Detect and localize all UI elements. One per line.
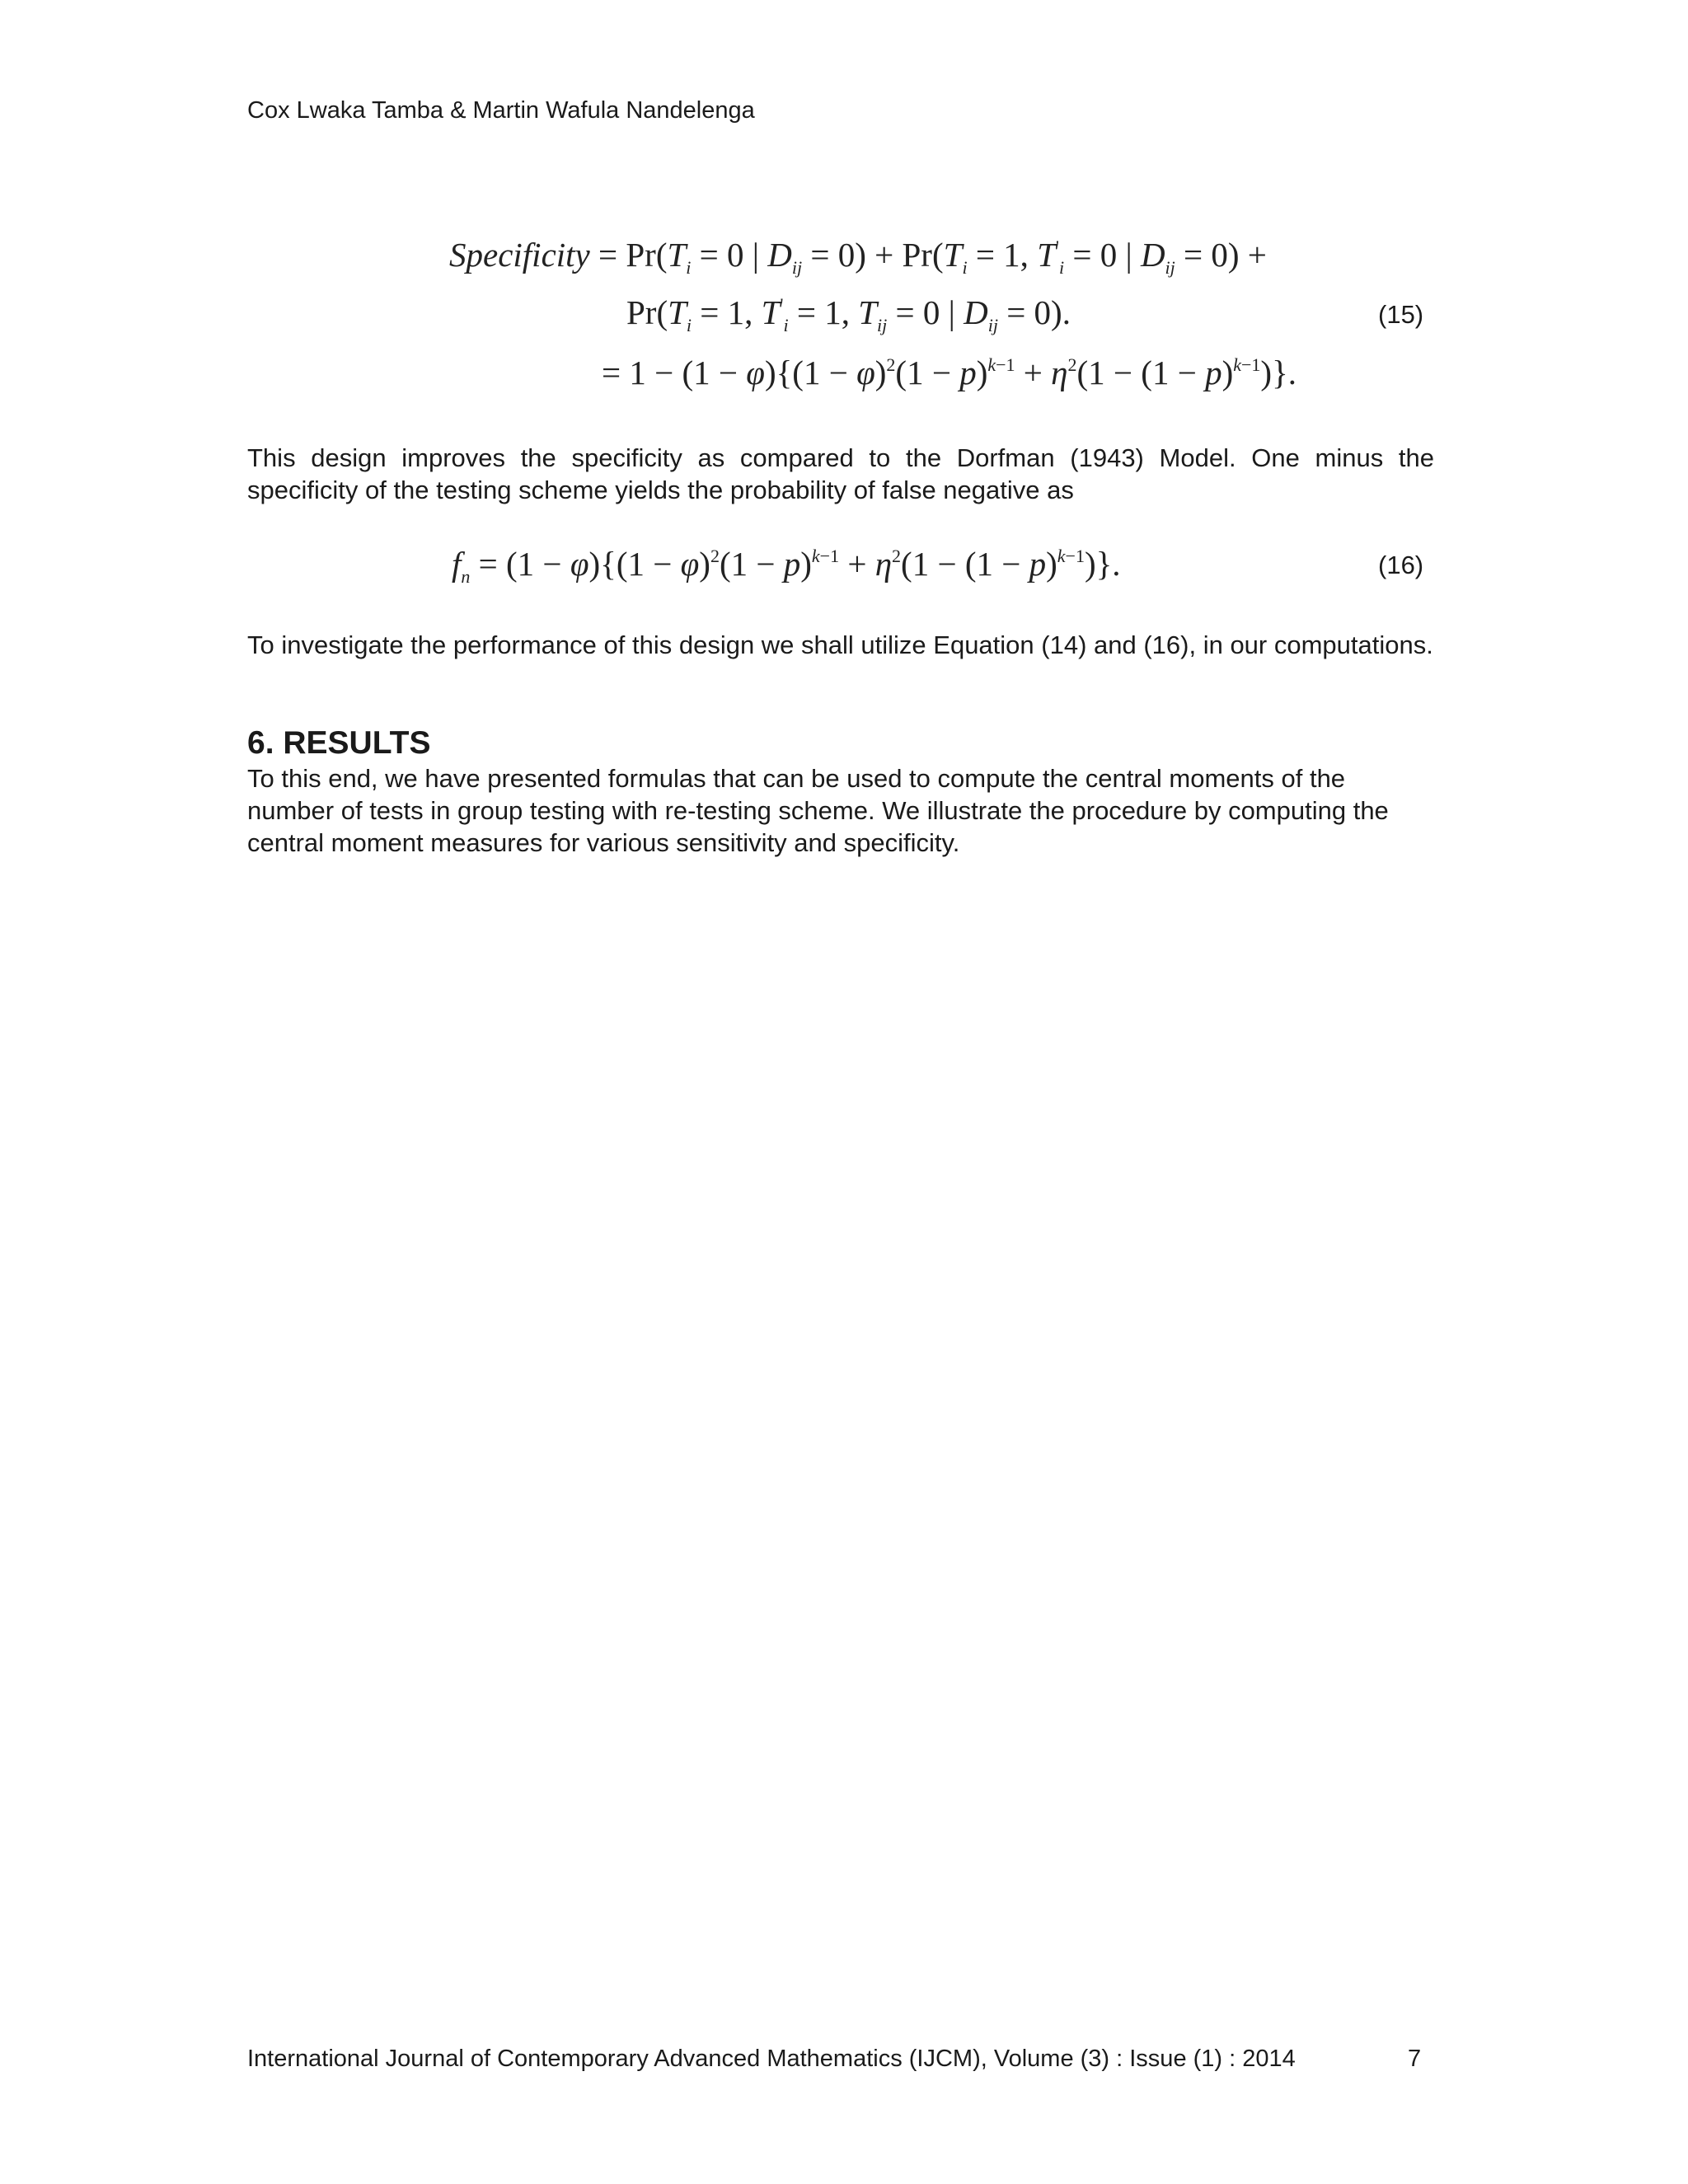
section-heading: 6. RESULTS (247, 725, 431, 761)
equation-15-line-2: $Pr(T_i = 1$, $T'_i = 1$, $T_{ij} = 0$ | $D_{ij} = 0$). (626, 293, 1071, 335)
equation-16: $f_n = (1 - \varphi)\{(1 - \varphi)^2(1 - p)^{k-1} + \eta^2(1 - (1 - p)^{k-1})\}$. (452, 545, 1121, 587)
paragraph-investigate: To investigate the performance of this design we shall utilize Equation (14) and (16), in our computations. (247, 630, 1433, 659)
equation-16-number: (16) (1378, 551, 1424, 579)
page-number: 7 (1408, 2046, 1422, 2072)
running-header: Cox Lwaka Tamba & Martin Wafula Nandelenga (247, 97, 755, 124)
equation-15-line-1: Specificity = $Pr(T_i = 0$ | $D_{ij} = 0) + Pr(T_i = 1$, $T'_i = 0$ | $D_{ij} = 0$) + (449, 236, 1267, 278)
journal-footer: International Journal of Contemporary Advanced Mathematics (IJCM), Volume (3) : Issue (1) : 2014 (247, 2046, 1296, 2072)
paragraph-results: To this end, we have presented formulas that can be used to compute the central moments of the number of tests in group testing with re-testing scheme. We illustrate the procedure by computing the central moment measures for various sensitivity and specificity. (247, 764, 1389, 857)
equation-15-line-3: = $1 - (1 - \varphi)\{(1 - \varphi)^2(1 - p)^{k-1} + \eta^2(1 - (1 - p)^{k-1})\}$. (602, 354, 1297, 391)
equation-15-number: (15) (1378, 300, 1424, 329)
paragraph-specificity: This design improves the specificity as compared to the Dorfman (1943) Model. One minus the specificity of the testing scheme yields the probability of false negative as (247, 443, 1434, 504)
